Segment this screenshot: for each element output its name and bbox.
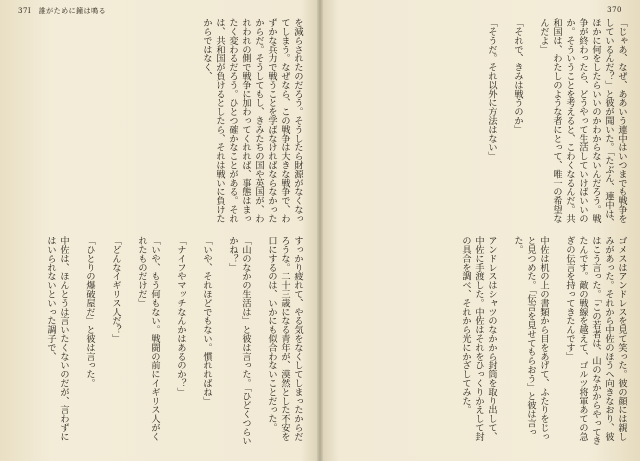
left-page-upper-text: を減らされたのだろう。そうしたら財源がなくなってしまう。なぜなら、この戦争は大きな戦争で、わずかな兵力で戦うことを学ばなければならなかったからだ。そうしてもし、きみたちの国や英国が、われわれの側で戦争に加わってくれれば、事態はまったく変わるだろう。ひとつ確かなことがある。それは、共和国が負けるとしたら、それは戦いに負けたからではなく、 (201, 18, 303, 223)
right-page (322, 0, 640, 461)
right-page-number: 370 (607, 6, 622, 14)
right-page-upper-text: 「じゃあ、なぜ、ああいう連中はいつまでも戦争をしているんだ？」と彼が聞いた。「たぶん、連中は、ほかに何をしたらいいのかわからないんだろう。戦争が終わったら、どうやって生活していけばいいのか。そういうことを考えると、こわくなるんだ。共和国は、わたしのような者にとって、唯一の希望なんだよ」 「それで、きみは戦うのか」 「そうだ。それ以外に方法はない」 (486, 18, 627, 228)
left-page-lower-text: すっかり疲れて、やる気をなくしてしまったからだろうな。二十三歳になる青年が、漠然とした不安を口にするのは、いかにも似合わないことだった。 「山のなかの生活は」と彼は言った。「ひどくつらいかね？」 「いや、それほどでもない。慣れればね」 「ナイフやマッチなんかはあるのか？」 「いや、もう何もない。戦闘の前にイギリス人がくれたものだけだ」 「どんなイギリス人だ？」 「ひとりの爆破屋だ」と彼は言った。 中佐は、ほんとうは言いたくないのだが、言わずにはいられないといった調子で、 (45, 236, 303, 446)
right-page-lower-text: ゴメスはアンドレスを見て笑った。彼の顔には親しみがあった。それから中佐のほうへ向きなおり、彼はこう言った。「この若者は、山のなかからやってきたんです。敵の戦線を越えて、ゴルツ将軍あての急ぎの伝言を持ってきたんです」 中佐は机の上の書類から目をあげて、ふたりをじっと見つめた。「伝言を見せてもらおう」と彼は言った。 アンドレスはシャツのなかから封筒を取り出して、中佐に手渡した。中佐はそれをひっくりかえして封の具合を調べ、それから光にかざしてみた。 (460, 236, 627, 446)
left-running-head: 37Ⅰ 誰がために鐘は鳴る (18, 7, 107, 15)
left-page (0, 0, 318, 461)
